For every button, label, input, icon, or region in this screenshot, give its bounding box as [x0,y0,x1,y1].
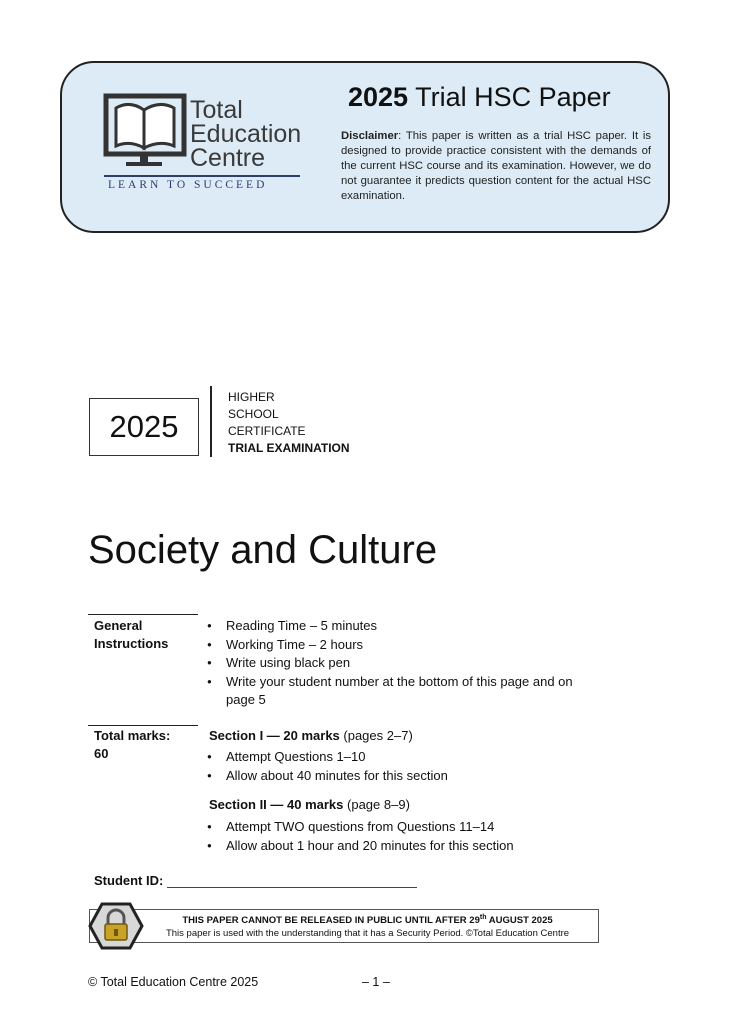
exam-divider [210,386,212,457]
notice-release-text: THIS PAPER CANNOT BE RELEASED IN PUBLIC UNTIL AFTER 29th AUGUST 2025 [182,914,553,927]
student-id-label: Student ID: [94,873,164,888]
list-item: ● Working Time – 2 hours [207,636,587,655]
marks-rule [88,725,198,726]
exam-year-box: 2025 [89,398,199,456]
list-item: ● Allow about 40 minutes for this section [207,767,587,786]
footer-copyright: © Total Education Centre 2025 [88,975,259,989]
subject-title: Society and Culture [88,528,438,572]
total-marks-label: Total marks: 60 [94,728,171,761]
disclaimer: Disclaimer: This paper is written as a trial HSC paper. It is designed to provide practice consistent with the demands of the current HSC course and its examination. However, we do not guarantee it predicts question content for the actual HSC examination. [341,130,651,202]
logo-wordmark: Total Education Centre [190,96,302,172]
general-instructions-label: General Instructions [94,618,169,651]
padlock-hexagon-icon [88,902,144,950]
list-item: ● Attempt TWO questions from Questions 11–14 [207,818,587,837]
section-2-heading: Section II — 40 marks (page 8–9) [209,797,410,812]
list-item: ● Write your student number at the bottom of this page and on page 5 [207,673,587,710]
general-instructions-list [207,617,587,710]
paper-title: 2025 Trial HSC Paper [348,82,611,112]
list-item: ● Write using black pen [207,654,587,673]
logo-divider [104,175,300,177]
section-1-list [207,748,587,785]
section-2-list [207,818,587,855]
section-1-heading: Section I — 20 marks (pages 2–7) [209,728,413,743]
list-item: ● Allow about 1 hour and 20 minutes for this section [207,837,587,856]
notice-security-text: This paper is used with the understanding that it has a Security Period. ©Total Education Centre [165,928,570,939]
page-number: – 1 – [362,975,390,989]
general-rule [88,614,198,615]
list-item: ● Reading Time – 5 minutes [207,617,587,636]
student-id-field[interactable] [167,887,417,888]
logo-tagline: LEARN TO SUCCEED [108,179,268,191]
list-item: ● Attempt Questions 1–10 [207,748,587,767]
exam-type: HIGHER SCHOOL CERTIFICATE TRIAL EXAMINATION [228,390,350,455]
